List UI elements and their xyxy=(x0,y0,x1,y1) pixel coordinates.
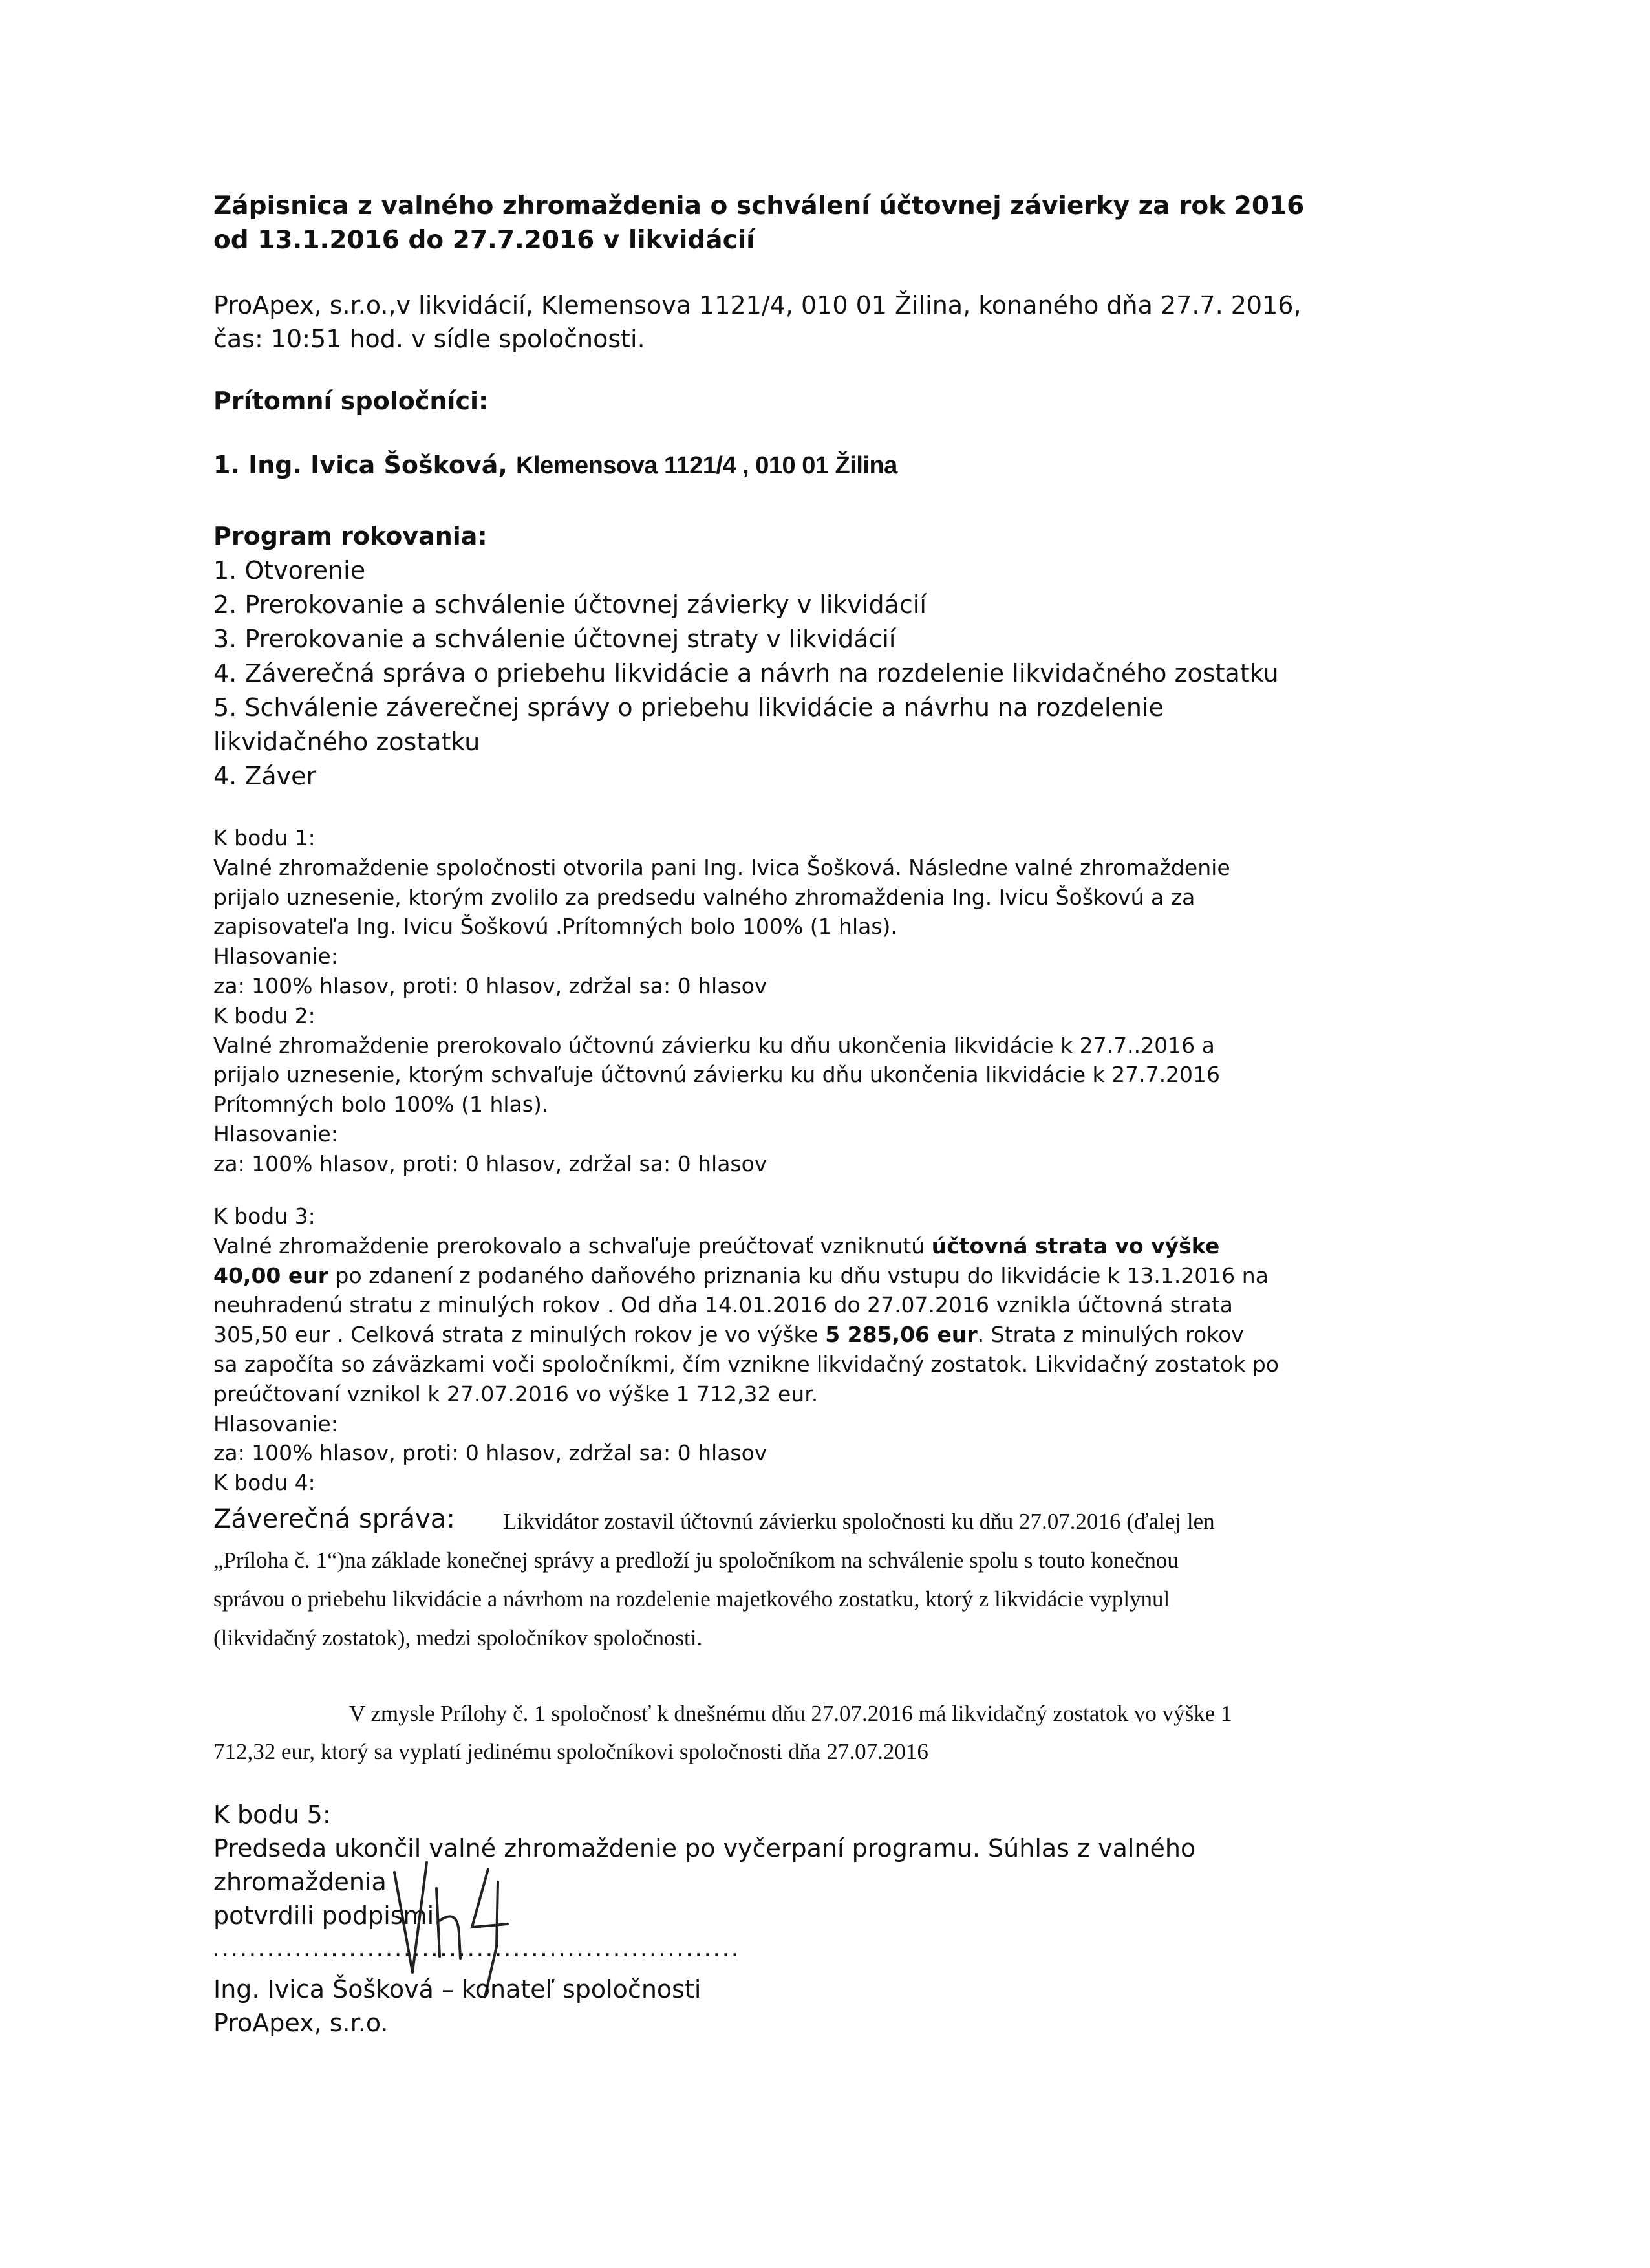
bod1-vote: za: 100% hlasov, proti: 0 hlasov, zdržal sa: 0 hlasov xyxy=(213,973,767,999)
bod3-bold-amount: 5 285,06 eur xyxy=(825,1322,978,1348)
agenda-points-1-2 xyxy=(213,823,1230,1179)
bod3-text: po zdanení z podaného daňového priznania ku dňu vstupu do likvidácie k 13.1.2016 na xyxy=(328,1262,1269,1288)
bod3-bold-amount: 40,00 eur xyxy=(213,1262,329,1288)
program-item: 5. Schválenie záverečnej správy o priebehu likvidácie a návrhu na rozdelenie xyxy=(213,693,1164,722)
final-report-paragraph-line: V zmysle Prílohy č. 1 spoločnosť k dnešnému dňu 27.07.2016 má likvidačný zostatok vo výške 1 xyxy=(349,1701,1232,1726)
program-heading: Program rokovania: xyxy=(213,522,488,550)
present-member xyxy=(213,451,897,480)
bod5-line: zhromaždenia xyxy=(213,1868,387,1896)
bod3-line xyxy=(213,1320,1279,1350)
bod2-line: Valné zhromaždenie prerokovalo účtovnú závierku ku dňu ukončenia likvidácie k 27.7..2016 a xyxy=(213,1032,1215,1058)
final-report-line: „Príloha č. 1“)na základe konečnej správy a predloží ju spoločníkom na schválenie spolu s touto konečnou xyxy=(213,1548,1179,1573)
final-report-line: správou o priebehu likvidácie a návrhom na rozdelenie majetkového zostatku, ktorý z likvidácie vyplynul xyxy=(213,1586,1170,1612)
final-report-paragraph-line: 712,32 eur, ktorý sa vyplatí jedinému spoločníkovi spoločnosti dňa 27.07.2016 xyxy=(213,1739,928,1764)
bod2-vote: za: 100% hlasov, proti: 0 hlasov, zdržal sa: 0 hlasov xyxy=(213,1150,767,1176)
present-member-address: Klemensova 1121/4 , 010 01 Žilina xyxy=(516,452,897,479)
program-item: 1. Otvorenie xyxy=(213,556,366,585)
bod1-line: zapisovateľa Ing. Ivicu Šoškovú .Prítomných bolo 100% (1 hlas). xyxy=(213,914,897,940)
agenda-point-3 xyxy=(213,1202,1279,1498)
bod1-heading: K bodu 1: xyxy=(213,825,316,850)
title-line-1: Zápisnica z valného zhromaždenia o schválení účtovnej závierky za rok 2016 xyxy=(213,191,1305,221)
bod1-vote-label: Hlasovanie: xyxy=(213,944,338,969)
bod3-text: . Strata z minulých rokov xyxy=(977,1322,1244,1348)
bod3-heading: K bodu 3: xyxy=(213,1204,316,1229)
agenda-point-5 xyxy=(213,1798,1195,1932)
bod1-line: prijalo uznesenie, ktorým zvolilo za predsedu valného zhromaždenia Ing. Ivicu Šoškovú a za xyxy=(213,884,1195,910)
present-member-name: 1. Ing. Ivica Šošková, xyxy=(213,451,517,479)
bod3-line xyxy=(213,1231,1279,1261)
bod4-heading: K bodu 4: xyxy=(213,1470,316,1496)
intro-line-1: ProApex, s.r.o.,v likvidácií, Klemensova 1121/4, 010 01 Žilina, konaného dňa 27.7. 2016, xyxy=(213,291,1302,319)
bod3-bold-text: účtovná strata vo výške xyxy=(931,1233,1220,1258)
signatory-name: Ing. Ivica Šošková – konateľ spoločnosti xyxy=(213,1975,702,2003)
final-report-line: Likvidátor zostavil účtovnú závierku spoločnosti ku dňu 27.07.2016 (ďalej len xyxy=(503,1509,1215,1534)
present-heading: Prítomní spoločníci: xyxy=(213,387,489,415)
signatory xyxy=(213,1972,701,2040)
bod5-heading: K bodu 5: xyxy=(213,1800,331,1829)
bod3-text: 305,50 eur . Celková strata z minulých rokov je vo výške xyxy=(213,1322,826,1348)
program-item: 3. Prerokovanie a schválenie účtovnej straty v likvidácií xyxy=(213,625,896,653)
signatory-company: ProApex, s.r.o. xyxy=(213,2009,389,2037)
bod5-line: potvrdili podpismi. xyxy=(213,1901,442,1930)
program-section xyxy=(213,519,1279,794)
signature-line: .......................................................... xyxy=(212,1934,740,1962)
program-item: 4. Záver xyxy=(213,762,317,790)
document-title xyxy=(213,189,1304,257)
bod2-line: prijalo uznesenie, ktorým schvaľuje účtovnú závierku ku dňu ukončenia likvidácie k 27.7.2016 xyxy=(213,1062,1221,1088)
intro-paragraph xyxy=(213,288,1302,356)
program-item: 2. Prerokovanie a schválenie účtovnej závierky v likvidácií xyxy=(213,590,927,619)
bod3-line xyxy=(213,1261,1279,1291)
bod3-line: sa započíta so záväzkami voči spoločníkmi, čím vznikne likvidačný zostatok. Likvidačný zostatok po xyxy=(213,1351,1279,1377)
program-item: likvidačného zostatku xyxy=(213,728,480,756)
bod3-vote-label: Hlasovanie: xyxy=(213,1410,338,1436)
program-item: 4. Záverečná správa o priebehu likvidácie a návrh na rozdelenie likvidačného zostatku xyxy=(213,659,1279,687)
bod5-line: Predseda ukončil valné zhromaždenie po vyčerpaní programu. Súhlas z valného xyxy=(213,1834,1196,1863)
title-line-2: od 13.1.2016 do 27.7.2016 v likvidácií xyxy=(213,226,755,255)
bod2-heading: K bodu 2: xyxy=(213,1002,316,1028)
final-report-label: Záverečná správa: xyxy=(213,1504,455,1534)
final-report-line: (likvidačný zostatok), medzi spoločníkov spoločnosti. xyxy=(213,1625,703,1650)
bod3-text: Valné zhromaždenie prerokovalo a schvaľuje preúčtovať vzniknutú xyxy=(213,1233,932,1258)
bod3-line: preúčtovaní vznikol k 27.07.2016 vo výške 1 712,32 eur. xyxy=(213,1381,819,1407)
bod2-line: Prítomných bolo 100% (1 hlas). xyxy=(213,1092,549,1118)
bod2-vote-label: Hlasovanie: xyxy=(213,1121,338,1147)
bod1-line: Valné zhromaždenie spoločnosti otvorila pani Ing. Ivica Šošková. Následne valné zhromaždenie xyxy=(213,854,1230,880)
bod3-line: neuhradenú stratu z minulých rokov . Od dňa 14.01.2016 do 27.07.2016 vznikla účtovná strata xyxy=(213,1292,1233,1318)
intro-line-2: čas: 10:51 hod. v sídle spoločnosti. xyxy=(213,325,645,353)
bod3-vote: za: 100% hlasov, proti: 0 hlasov, zdržal sa: 0 hlasov xyxy=(213,1440,767,1466)
